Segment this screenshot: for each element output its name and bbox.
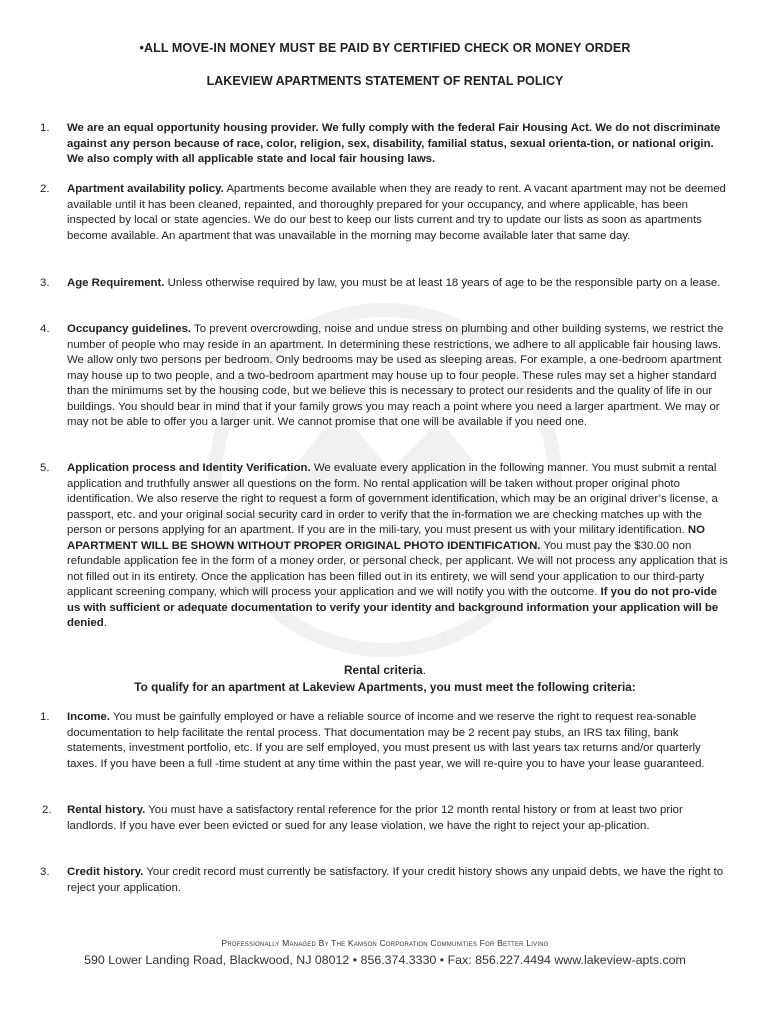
criteria-heading: Income. (67, 711, 111, 723)
criteria-item-1 (40, 710, 728, 772)
policy-item-4 (40, 322, 728, 431)
policy-text: To prevent overcrowding, noise and undue stress on plumbing and other building systems, we restrict the number of people who may reside in an apartment. In determining these restrictions, we adhere to all applicable fair housing laws. We allow only two persons per bedroom. Only bedrooms may be used as sleeping areas. For example, a one-bedroom apartment may house up to two people, and a two-bedroom apartment may house up to four people. These rules may set a higher standard than the minimums set by the housing code, but we believe this is necessary to protect our residents and the quality of life in our buildings. You should bear in mind that if your family grows you may reach a point where you need a larger apartment. We may or may not be able to offer you a larger unit. We cannot promise that one will be available if you need one. (67, 323, 724, 428)
footer-address: 590 Lower Landing Road, Blackwood, NJ 08012 • 856.374.3330 • Fax: 856.227.4494 www.lakeview-apts.com (84, 953, 686, 967)
criteria-text: You must be gainfully employed or have a reliable source of income and we reserve the right to request rea-sonable documentation to help facilitate the rental process. That documentation may be 2 recent pay stubs, an IRS tax filing, bank statements, investment portfolio, etc. If you are self employed, you must present us with last years tax returns and/or quarterly taxes. If you have been a full -time student at any time within the past year, we will re-quire you to have your lease guaranteed. (67, 711, 705, 770)
policy-emphasis: If you do not pro-vide us with sufficient or adequate documentation to verify your identity and background information your application will be denied (67, 586, 719, 629)
policy-text: We evaluate every application in the following manner. You must submit a rental application and truthfully answer all questions on the form. No rental application will be taken without proper original photo identification. We also reserve the right to request a form of government identification, which may be an original driver’s license, a passport, etc. and your original social security card in order to verify that the in-formation we are checking matches up with the person or persons applying for an apartment. If you are in the mili-tary, you must present us with your military identification. (67, 462, 718, 536)
policy-text: Apartments become available when they are ready to rent. A vacant apartment may not be deemed available until it has been cleaned, repainted, and thoroughly prepared for your occupancy, and where applicable, has been inspected by local or state agencies. We do our best to keep our lists current and try to update our lists as soon as apartments become available. An apartment that was unavailable in the morning may become available later that same day. (67, 183, 726, 242)
policy-number: 4. (40, 323, 50, 335)
criteria-text: You must have a satisfactory rental reference for the prior 12 month rental history or from at least two prior landlords. If you have ever been evicted or sued for any lease violation, we have the right to reject your ap-plication. (67, 804, 683, 832)
criteria-text: Your credit record must currently be satisfactory. If your credit history shows any unpaid debts, we have the right to reject your application. (67, 866, 724, 894)
policy-text: You must pay the $30.00 non refundable application fee in the form of a money order, or personal check, per applicant. We will not process any application that is not filled out in its entirety. Once the application has been filled out in its entirety, we will send your application to our third-party applicant screening company, which will process your application and we will notify you with the outcome. (67, 539, 728, 598)
criteria-heading-period: . (422, 663, 426, 677)
policy-emphasis: NO APARTMENT WILL BE SHOWN WITHOUT PROPER ORIGINAL PHOTO IDENTIFICATION. (67, 524, 705, 552)
criteria-item-2 (40, 803, 728, 834)
policy-item-3 (40, 276, 728, 292)
policy-text: We are an equal opportunity housing provider. We fully comply with the federal Fair Housing Act. We do not discriminate against any person because of race, color, religion, sex, disability, familial status, sexual orienta-tion, or national origin. We also comply with all applicable state and local fair housing laws. (67, 122, 721, 165)
criteria-number: 1. (40, 711, 50, 723)
policy-item-5 (40, 461, 728, 632)
policy-number: 2. (40, 183, 50, 195)
criteria-number: 3. (40, 866, 50, 878)
criteria-number: 2. (42, 804, 52, 816)
policy-heading: Apartment availability policy. (67, 183, 224, 195)
payment-banner: •ALL MOVE-IN MONEY MUST BE PAID BY CERTIFIED CHECK OR MONEY ORDER (139, 41, 631, 55)
criteria-item-3 (40, 865, 728, 896)
criteria-heading: Rental criteria (344, 663, 423, 677)
policy-heading: Age Requirement. (67, 277, 165, 289)
policy-text: . (103, 617, 107, 629)
criteria-heading: Rental history. (67, 804, 146, 816)
policy-heading: Application process and Identity Verification. (67, 462, 311, 474)
policy-item-2 (40, 182, 728, 244)
criteria-heading-block (0, 662, 770, 696)
policy-item-1 (40, 121, 728, 168)
policy-number: 1. (40, 122, 50, 134)
page-title: LAKEVIEW APARTMENTS STATEMENT OF RENTAL POLICY (206, 74, 564, 88)
policy-text: Unless otherwise required by law, you must be at least 18 years of age to be the responsible party on a lease. (164, 277, 721, 289)
footer-managed-by: Professionally Managed By The Kamson Corporation Communities For Better Living (221, 938, 549, 948)
criteria-heading: Credit history. (67, 866, 144, 878)
policy-number: 3. (40, 277, 50, 289)
policy-number: 5. (40, 462, 50, 474)
criteria-intro: To qualify for an apartment at Lakeview Apartments, you must meet the following criteria: (134, 680, 636, 694)
policy-heading: Occupancy guidelines. (67, 323, 192, 335)
